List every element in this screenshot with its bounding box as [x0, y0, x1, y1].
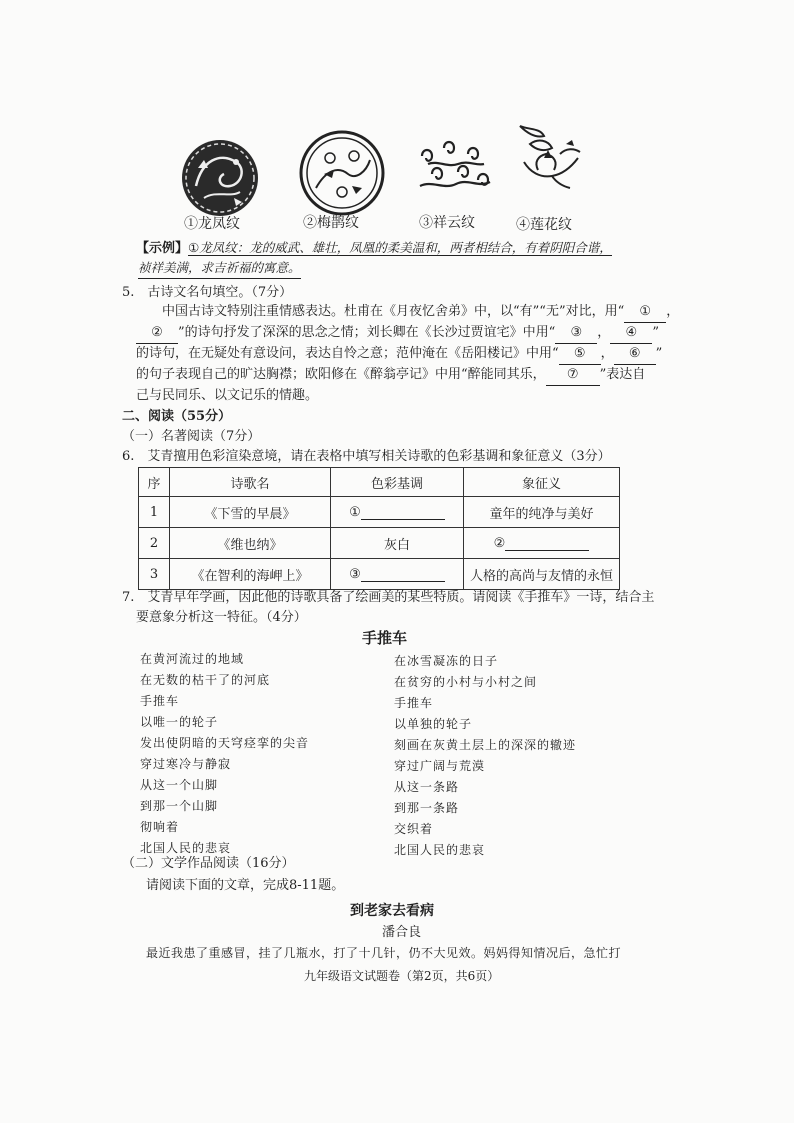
q5-text: 的句子表现自己的旷达胸襟；欧阳修在《醉翁亭记》中用“醉能同其乐，	[136, 367, 546, 382]
blank-7[interactable]: ⑦	[546, 365, 600, 386]
col-header: 色彩基调	[331, 468, 464, 497]
poem-left-line: 彻响着	[140, 820, 180, 834]
q5-title: 5. 古诗文名句填空。（7分）	[122, 285, 293, 300]
color-cell[interactable]	[331, 497, 464, 528]
poem-name: 《维也纳》	[170, 528, 331, 559]
q5-text: ”的诗句抒发了深深的思念之情；刘长卿在《长沙过贾谊宅》中用“	[178, 325, 556, 340]
q6-title: 6. 艾青擅用色彩渲染意境，请在表格中填写相关诗歌的色彩基调和象征意义（3分）	[122, 449, 611, 464]
poem-right-line: 穿过广阔与荒漠	[394, 759, 486, 773]
blank-3[interactable]: ③	[555, 323, 597, 344]
poem-right-line: 交织着	[394, 822, 434, 836]
q5-text: ，	[597, 325, 611, 340]
meaning-cell: 人格的高尚与友情的永恒	[464, 559, 620, 590]
q5-line-4	[136, 365, 645, 386]
blank-marker: ③	[349, 566, 361, 582]
q5-text: 中国古诗文特别注重情感表达。杜甫在《月夜忆舍弟》中，以“有”“无”对比，用“	[162, 304, 625, 319]
q7-line-2: 要意象分析这一特征。（4分）	[136, 610, 307, 625]
poem-right-line: 以单独的轮子	[394, 717, 473, 731]
meaning-cell: 童年的纯净与美好	[464, 497, 620, 528]
poem-left-line: 手推车	[140, 694, 180, 708]
q5-text: ”	[655, 346, 663, 361]
q5-line-3	[136, 344, 662, 365]
pattern-label-4: ④莲花纹	[516, 217, 572, 233]
q5-text: ”表达自	[599, 367, 646, 382]
lotus-pattern-icon	[508, 118, 592, 200]
page-footer: 九年级语文试题卷（第2页，共6页）	[304, 969, 500, 983]
col-header: 象征义	[464, 468, 620, 497]
poem-name: 《在智利的海岬上》	[170, 559, 331, 590]
poem-right-line: 手推车	[394, 696, 434, 710]
poem-right-line: 到那一条路	[394, 801, 460, 815]
reading-instruction: 请阅读下面的文章，完成8-11题。	[146, 878, 345, 893]
poem-right-line: 从这一条路	[394, 780, 460, 794]
example-line-2: 祯祥美满，求吉祈福的寓意。	[138, 258, 301, 279]
auspicious-cloud-pattern-icon	[414, 136, 496, 198]
blank-marker: ②	[493, 535, 506, 551]
meaning-cell[interactable]	[464, 528, 620, 559]
q5-text: ，	[666, 304, 680, 319]
table-row	[139, 559, 620, 590]
blank-1[interactable]: ①	[624, 302, 666, 323]
blank-2[interactable]: ②	[136, 323, 178, 344]
poem-left-line: 在无数的枯干了的河底	[140, 673, 271, 687]
example-text: ①龙凤纹：龙的威武、雄壮，凤凰的柔美温和，两者相结合，有着阴阳合谐，	[188, 240, 612, 255]
blank-marker: ①	[349, 504, 361, 520]
poem-title: 手推车	[362, 629, 408, 647]
poem-left-line: 北国人民的悲哀	[140, 841, 232, 855]
table-header-row	[139, 468, 620, 497]
poem-left-line: 发出使阴暗的天穹痉挛的尖音	[140, 736, 310, 750]
color-cell[interactable]	[331, 559, 464, 590]
dragon-phoenix-pattern-icon	[176, 138, 264, 218]
section-2-sub-2: （二）文学作品阅读（16分）	[122, 856, 295, 871]
answer-line[interactable]	[505, 536, 589, 551]
blank-4[interactable]: ④	[610, 323, 652, 344]
answer-line[interactable]	[361, 505, 445, 520]
poem-left-line: 以唯一的轮子	[140, 715, 219, 729]
pattern-label-3: ③祥云纹	[419, 215, 475, 231]
row-no: 3	[139, 559, 170, 590]
poem-right-line: 北国人民的悲哀	[394, 843, 486, 857]
poem-left-line: 穿过寒冷与静寂	[140, 757, 232, 771]
poem-left-line: 到那一个山脚	[140, 799, 219, 813]
q5-line-5: 己与民同乐、以文记乐的情趣。	[136, 388, 319, 403]
col-header: 诗歌名	[170, 468, 331, 497]
q7-line-1: 7. 艾青早年学画，因此他的诗歌具备了绘画美的某些特质。请阅读《手推车》一诗，结合主	[122, 590, 655, 605]
q6-table	[138, 467, 620, 590]
poem-left-line: 在黄河流过的地域	[140, 652, 245, 666]
table-row	[139, 528, 620, 559]
table-row	[139, 497, 620, 528]
blank-5[interactable]: ⑤	[559, 344, 601, 365]
q5-text: ，	[600, 346, 614, 361]
col-header: 序	[139, 468, 170, 497]
poem-right-line: 在冰雪凝冻的日子	[394, 654, 499, 668]
article-first-line: 最近我患了重感冒，挂了几瓶水，打了十几针，仍不大见效。妈妈得知情况后，急忙打	[146, 946, 622, 960]
example-line-1	[136, 238, 612, 259]
example-prefix: 【示例】	[136, 241, 189, 256]
poem-name: 《下雪的早晨》	[170, 497, 331, 528]
pattern-label-2: ②梅鹊纹	[303, 215, 359, 231]
q5-text: 的诗句，在无疑处有意设问，表达自怜之意；范仲淹在《岳阳楼记》中用“	[136, 346, 559, 361]
pattern-label-1: ①龙凤纹	[184, 216, 240, 232]
article-title: 到老家去看病	[350, 903, 434, 919]
section-2-sub-1: （一）名著阅读（7分）	[122, 429, 261, 444]
poem-right-line: 在贫穷的小村与小村之间	[394, 675, 538, 689]
poem-left-line: 从这一个山脚	[140, 778, 219, 792]
article-author: 潘合良	[382, 925, 422, 940]
blank-6[interactable]: ⑥	[614, 344, 656, 365]
q5-line-1	[162, 302, 679, 323]
q5-text: ”	[652, 325, 659, 340]
plum-magpie-pattern-icon	[296, 130, 388, 216]
poem-right-line: 刻画在灰黄土层上的深深的辙迹	[394, 738, 577, 752]
row-no: 2	[139, 528, 170, 559]
section-2-title: 二、阅读（55分）	[122, 409, 232, 424]
color-cell: 灰白	[331, 528, 464, 559]
answer-line[interactable]	[361, 567, 445, 582]
q5-line-2	[136, 323, 659, 344]
row-no: 1	[139, 497, 170, 528]
